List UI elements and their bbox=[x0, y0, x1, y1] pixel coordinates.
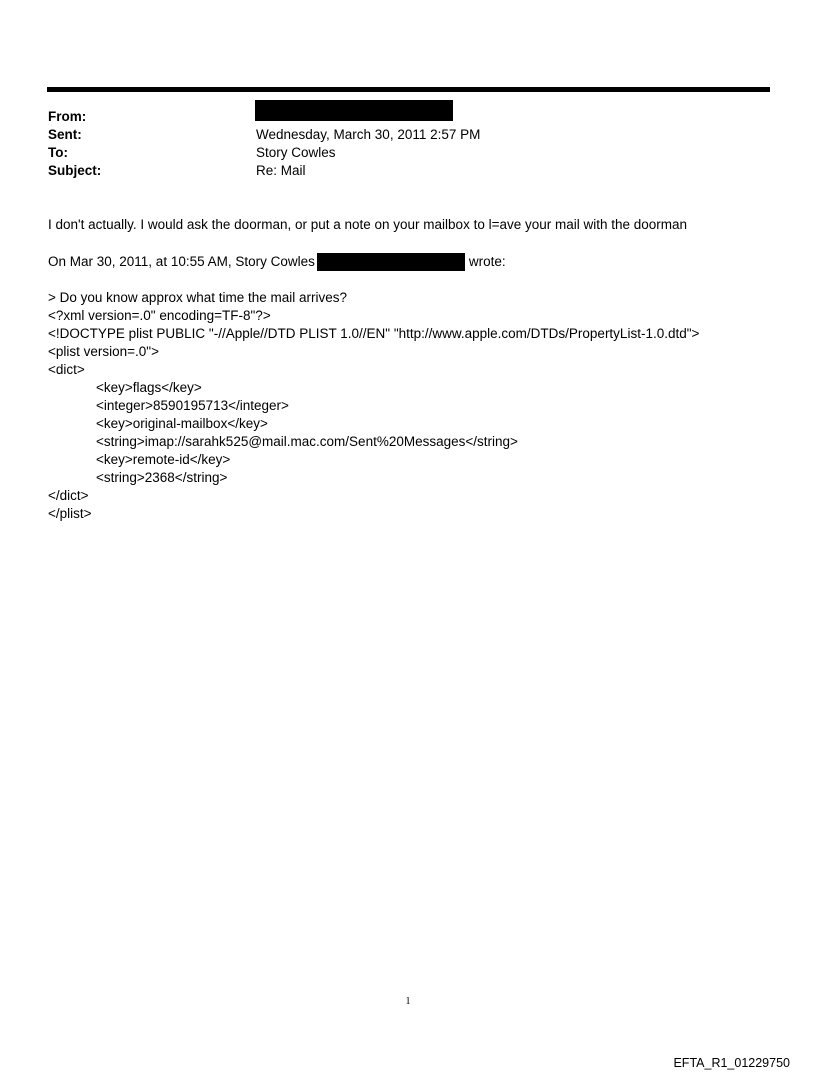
quoted-line: <!DOCTYPE plist PUBLIC "-//Apple//DTD PLIST 1.0//EN" "http://www.apple.com/DTDs/PropertyList-1.0.dtd"> bbox=[48, 326, 700, 341]
document-id: EFTA_R1_01229750 bbox=[673, 1056, 790, 1070]
from-row bbox=[48, 108, 480, 126]
quoted-line: <dict> bbox=[48, 362, 85, 377]
subject-row bbox=[48, 162, 480, 180]
to-value: Story Cowles bbox=[256, 145, 336, 160]
header-divider bbox=[47, 87, 770, 92]
from-label: From: bbox=[48, 109, 87, 124]
quoted-message bbox=[48, 289, 699, 523]
sent-row bbox=[48, 126, 480, 144]
reply-text: I don't actually. I would ask the doorman, or put a note on your mailbox to l=ave your mail with the doorman bbox=[48, 217, 688, 232]
quoted-line: <key>remote-id</key> bbox=[96, 452, 231, 467]
quoted-line: <integer>8590195713</integer> bbox=[96, 398, 289, 413]
page-number: 1 bbox=[405, 996, 411, 1007]
quoted-line: </plist> bbox=[48, 506, 92, 521]
quoted-line: <?xml version=.0" encoding=TF-8"?> bbox=[48, 308, 271, 323]
redacted-email-block bbox=[317, 253, 465, 271]
quoted-line: <key>original-mailbox</key> bbox=[96, 416, 268, 431]
quoted-line: <key>flags</key> bbox=[96, 380, 202, 395]
quoted-line: <plist version=.0"> bbox=[48, 344, 159, 359]
subject-value: Re: Mail bbox=[256, 163, 306, 178]
quoted-line: <string>2368</string> bbox=[96, 470, 228, 485]
to-row bbox=[48, 144, 480, 162]
sent-value: Wednesday, March 30, 2011 2:57 PM bbox=[256, 127, 481, 142]
quote-intro bbox=[48, 253, 506, 271]
quote-intro-before: On Mar 30, 2011, at 10:55 AM, Story Cowles bbox=[48, 254, 315, 269]
quoted-line: </dict> bbox=[48, 488, 89, 503]
sent-label: Sent: bbox=[48, 127, 82, 142]
email-header bbox=[48, 108, 480, 180]
to-label: To: bbox=[48, 145, 68, 160]
quoted-line: > Do you know approx what time the mail arrives? bbox=[48, 290, 348, 305]
quote-intro-after: wrote: bbox=[468, 254, 506, 269]
subject-label: Subject: bbox=[48, 163, 102, 178]
quoted-line: <string>imap://sarahk525@mail.mac.com/Sent%20Messages</string> bbox=[96, 434, 518, 449]
